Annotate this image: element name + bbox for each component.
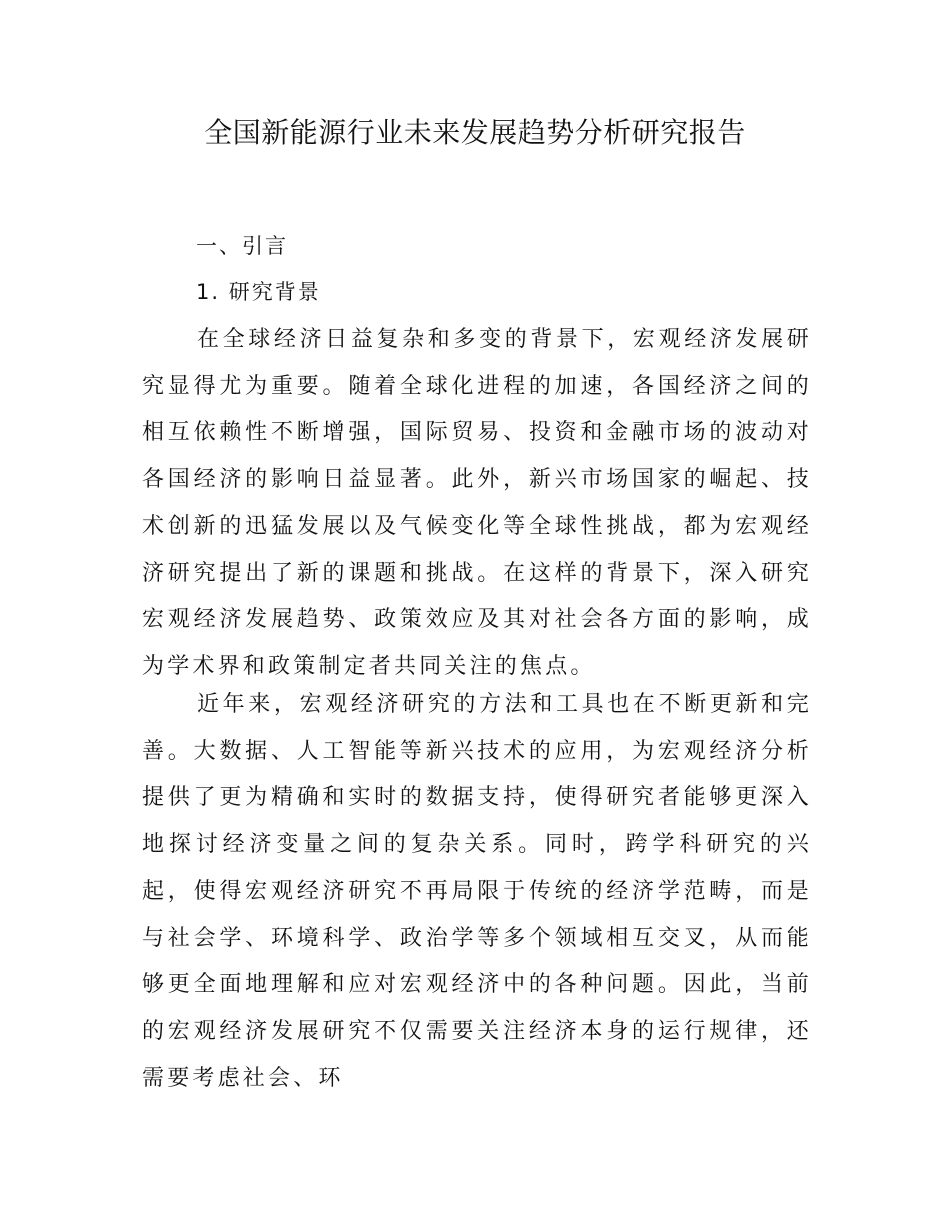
document-title: 全国新能源行业未来发展趋势分析研究报告 xyxy=(204,116,746,149)
body-paragraph: 近年来，宏观经济研究的方法和工具也在不断更新和完善。大数据、人工智能等新兴技术的应用，为宏观经济分析提供了更为精确和实时的数据支持，使得研究者能够更深入地探讨经济变量之间的复杂关系。同时，跨学科研究的兴起，使得宏观经济研究不再局限于传统的经济学范畴，而是与社会学、环境科学、政治学等多个领域相互交叉，从而能够更全面地理解和应对宏观经济中的各种问题。因此，当前的宏观经济发展研究不仅需要关注经济本身的运行规律，还需要考虑社会、环 xyxy=(142,692,812,1091)
body-paragraph: 在全球经济日益复杂和多变的背景下，宏观经济发展研究显得尤为重要。随着全球化进程的加速，各国经济之间的相互依赖性不断增强，国际贸易、投资和金融市场的波动对各国经济的影响日益显著。此外，新兴市场国家的崛起、技术创新的迅猛发展以及气候变化等全球性挑战，都为宏观经济研究提出了新的课题和挑战。在这样的背景下，深入研究宏观经济发展趋势、政策效应及其对社会各方面的影响，成为学术界和政策制定者共同关注的焦点。 xyxy=(142,327,812,679)
section-heading: 一、引言 xyxy=(196,234,288,258)
subsection-heading: 1. 研究背景 xyxy=(196,280,321,304)
